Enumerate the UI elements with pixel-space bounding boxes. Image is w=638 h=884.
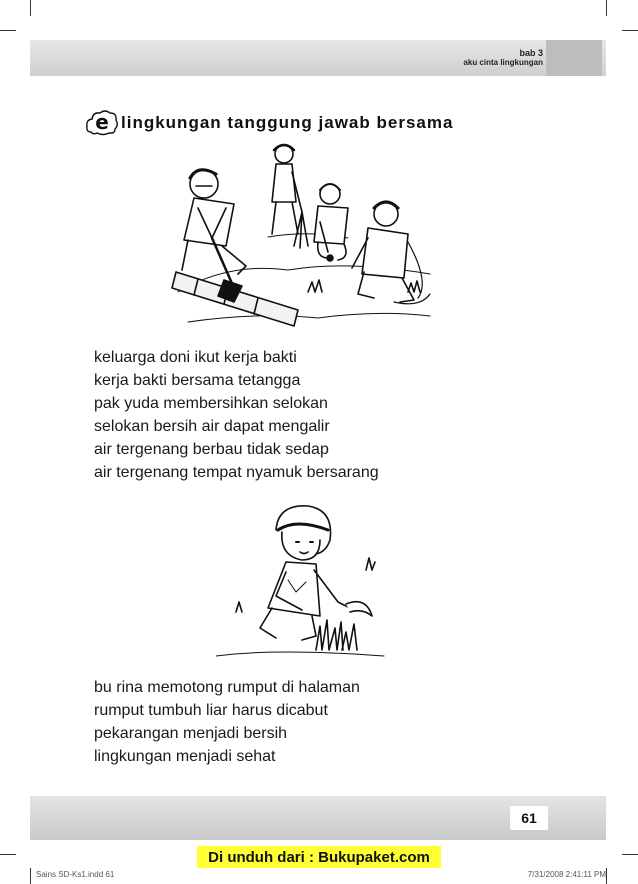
- stanza-line: selokan bersih air dapat mengalir: [94, 418, 330, 435]
- stanza-line: pekarangan menjadi bersih: [94, 725, 288, 742]
- stanza-line: air tergenang berbau tidak sedap: [94, 441, 329, 458]
- stanza-line: air tergenang tempat nyamuk bersarang: [94, 464, 379, 481]
- slug-left: Sains SD-Ks1.indd 61: [36, 870, 115, 879]
- running-header: [463, 48, 543, 68]
- stanza-line: bu rina memotong rumput di halaman: [94, 679, 360, 696]
- page-number: 61: [521, 810, 537, 826]
- stanza-two: [94, 676, 360, 768]
- chapter-title: aku cinta lingkungan: [463, 58, 543, 67]
- crop-mark: [606, 0, 607, 16]
- section-heading: [85, 108, 453, 138]
- chapter-label: bab 3: [519, 48, 543, 58]
- stanza-line: kerja bakti bersama tetangga: [94, 372, 301, 389]
- work-party-icon: [168, 142, 438, 334]
- crop-mark: [622, 854, 638, 855]
- crop-mark: [622, 30, 638, 31]
- page-number-box: [510, 806, 548, 830]
- download-link[interactable]: Di unduh dari : Bukupaket.com: [208, 848, 430, 866]
- download-banner[interactable]: [197, 846, 441, 868]
- crop-mark: [606, 868, 607, 884]
- crop-mark: [30, 868, 31, 884]
- section-letter-badge: [85, 108, 119, 138]
- crop-mark: [0, 30, 16, 31]
- stanza-line: rumput tumbuh liar harus dicabut: [94, 702, 328, 719]
- stanza-line: keluarga doni ikut kerja bakti: [94, 349, 297, 366]
- crop-mark: [30, 0, 31, 16]
- section-letter: e: [95, 110, 109, 134]
- slug-right: 7/31/2008 2:41:11 PM: [527, 870, 606, 879]
- stanza-one: [94, 346, 379, 484]
- stanza-line: pak yuda membersihkan selokan: [94, 395, 328, 412]
- header-tab: [546, 40, 602, 76]
- section-title: lingkungan tanggung jawab bersama: [121, 113, 454, 132]
- stanza-line: lingkungan menjadi sehat: [94, 748, 276, 765]
- crop-mark: [0, 854, 16, 855]
- girl-cutting-grass-icon: [216, 500, 386, 662]
